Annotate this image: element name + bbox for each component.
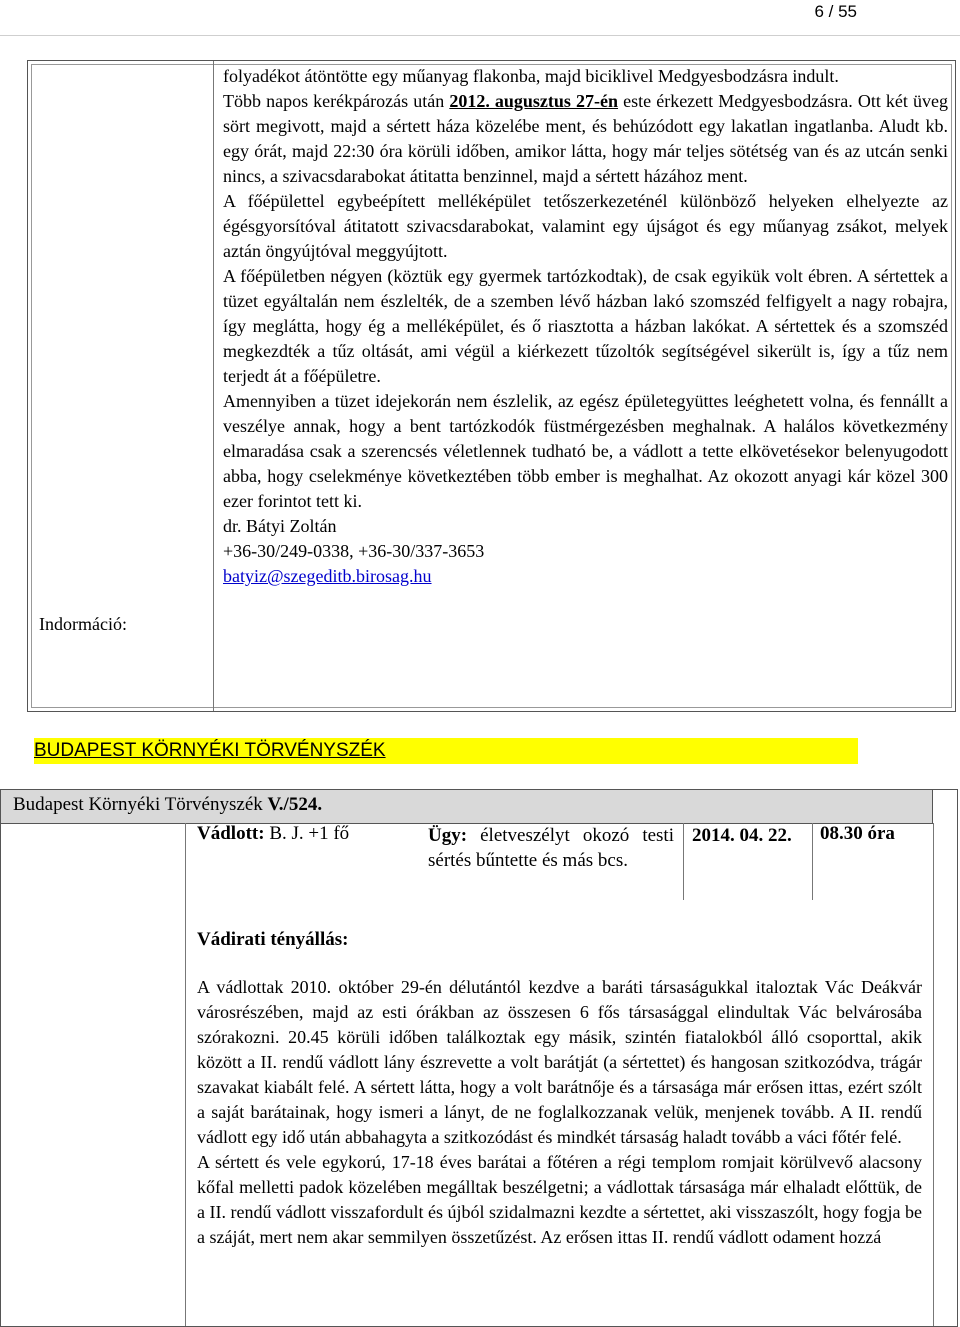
column-divider-right — [933, 823, 934, 1326]
case-court-name: Budapest Környéki Törvényszék — [13, 794, 268, 815]
indictment-paragraph: A sértett és vele egykorú, 17-18 éves barátai a főtéren a régi templom romjait körülvevő alacsony kőfal melletti padok közelében megálltak beszélgetni; a vádlottak társasága már elhaladt előttük, de a II. rendű vádlott visszafordult és újból szidalmazni kezdte a sértettet, aki visszaszólt, hogy fogja be a száját, mert nem akar semmilyen összetűzést. Az erősen ittas II. rendű vádlott odament hozzá — [197, 1152, 922, 1247]
defendant-value: B. J. +1 fő — [264, 823, 350, 844]
hearing-time: 08.30 óra — [820, 823, 895, 844]
underlined-date: 2012. augusztus 27-én — [449, 91, 619, 111]
contact-email-line — [223, 564, 948, 589]
page-number: 6 / 55 — [814, 2, 857, 21]
matter-cell — [428, 823, 674, 873]
contact-name: dr. Bátyi Zoltán — [223, 516, 337, 536]
cell-divider — [812, 823, 813, 900]
case-1-text — [223, 64, 948, 589]
defendant-cell — [197, 823, 349, 845]
matter-label: Ügy: — [428, 825, 468, 846]
hearing-date: 2014. 04. 22. — [692, 825, 792, 846]
indictment-paragraph: A vádlottak 2010. október 29-én délutántól kezdve a baráti társaságukkal italoztak Vác Deákvár városrészében, majd az esti órákban az összesen 6 fős társasággal elindultak Vác belvárosába szórakozni. 20.45 körüli időben találkoztak egy másik, szintén fiatalokból álló csoporttal, akik között a II. rendű vádlott lány észrevette a volt barátját (a sértettet) és hangosan szitkozódva, trágár szavakat kiabált felé. A sértett látta, hogy a volt barátnője és a társasága már erősen ittas, ezért szólt a saját barátainak, hogy ismeri a lányt, de ne foglalkozzanak velük, menjenek tovább. A II. rendű vádlott egy idő után abbahagyta a szitkozódást és mindkét társaság haladt tovább a váci főtér felé. — [197, 977, 922, 1147]
case-header-text — [13, 792, 322, 818]
case-1-paragraph: A főépületben négyen (köztük egy gyermek tartózkodtak), de csak egyikük volt ébren. A sértettek a tüzet egyáltalán nem észlelték, de a szemben lévő házban lakó szomszéd felfigyelt a nagy robajra, így meglátta, hogy ég a melléképület, és ő riasztotta a házban lakókat. A sértettek és a szomszéd megkezdték a tűz oltását, ami végül a kiérkezett tűzoltók segítségével sikerült is, így a tűz nem terjedt át a főépületre. — [223, 266, 948, 386]
contact-phone: +36-30/249-0338, +36-30/337-3653 — [223, 541, 485, 561]
case-1-paragraph: Több napos kerékpározás után 2012. augusztus 27-én este érkezett Medgyesbodzásra. Ott két üveg sört megivott, majd a sértett háza közelébe ment, és behúzódott egy lakatlan ingatlanba. Aludt kb. egy órát, majd 22:30 óra körüli időben, amikor látta, hogy már teljes sötétség van és az utcán senki nincs, a szivacsdarabokat átitatta benzinnel, majd a sértett házához ment. — [223, 91, 948, 186]
column-divider — [213, 61, 214, 711]
court-heading — [34, 738, 858, 764]
header-divider — [0, 35, 960, 36]
contact-email-link[interactable]: batyiz@szegeditb.birosag.hu — [223, 566, 432, 586]
cell-divider — [683, 823, 684, 900]
case-1-paragraph: A főépülettel egybeépített melléképület tetőszerkezeténél különböző helyeken elhelyezte az égésgyorsítóval átitatott szivacsdarabokat, valamint egy újságot és egy műanyag zsákot, melyek aztán öngyújtóval meggyújtott. — [223, 191, 948, 261]
case-1-paragraph: folyadékot átöntötte egy műanyag flakonba, majd biciklivel Medgyesbodzásra indult. — [223, 66, 839, 86]
defendant-label: Vádlott: — [197, 823, 265, 844]
indictment-text — [197, 975, 922, 1250]
case-number: V./524. — [267, 794, 323, 815]
information-label: Indormáció: — [39, 614, 127, 634]
case-1-paragraph: Amennyiben a tüzet idejekorán nem észlelik, az egész épületegyüttes leéghetett volna, és fennállt a veszélye annak, hogy a bent tartózkodók füstmérgezésben meghalnak. A halálos következmény elmaradása csak a szerencsés véletlennek tudható be, a vádlott a tette elkövetésekor belenyugodott abba, hogy cselekménye következtében több ember is meghalhat. Az okozott anyagi kár közel 300 ezer forintot tett ki. — [223, 391, 948, 511]
matter-value: életveszélyt okozó testi sértés bűntette és más bcs. — [428, 825, 674, 871]
indictment-heading: Vádirati tényállás: — [197, 929, 349, 950]
court-heading-text: BUDAPEST KÖRNYÉKI TÖRVÉNYSZÉK — [34, 740, 386, 761]
column-divider-left — [185, 823, 186, 1326]
case-header-row — [1, 790, 933, 824]
case-table-1 — [27, 60, 956, 712]
